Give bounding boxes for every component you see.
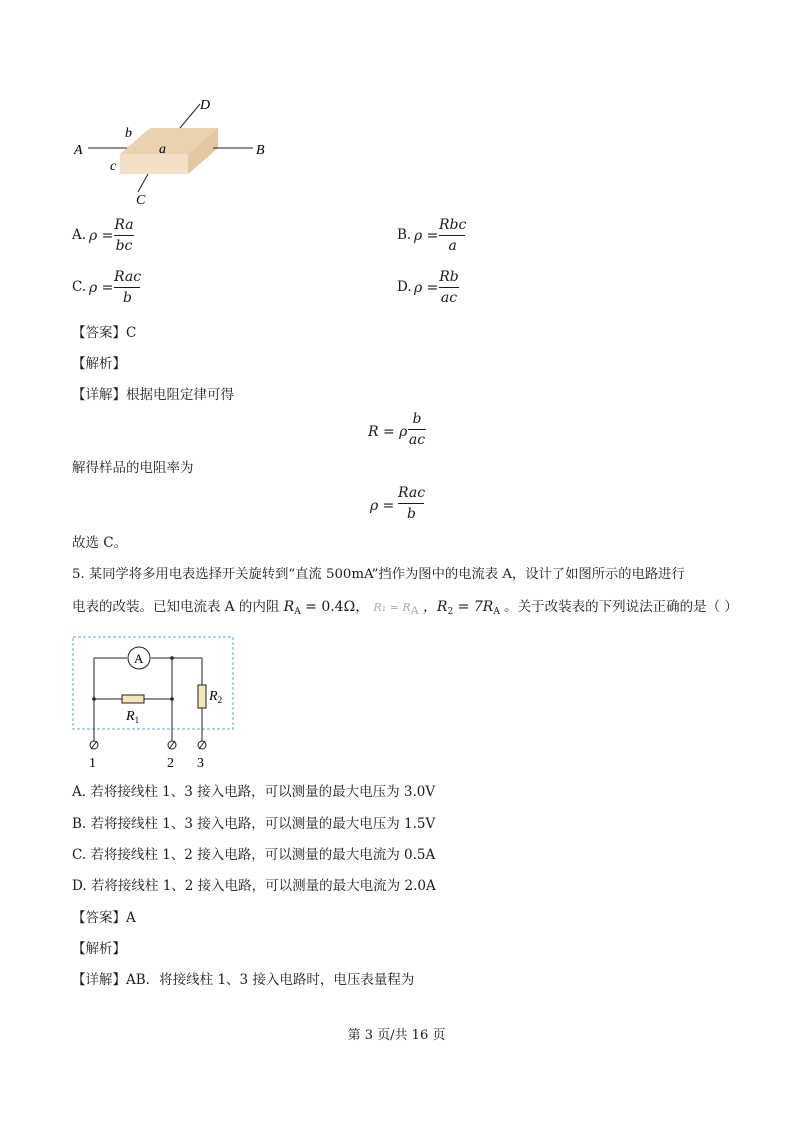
block-front-face — [120, 154, 188, 174]
option-fraction — [439, 270, 459, 305]
formula-fraction — [398, 486, 425, 521]
answer-label: 【答案】 — [72, 325, 126, 341]
ra-symbol: R — [283, 599, 295, 615]
q5-analysis-label: 【解析】 — [72, 941, 126, 957]
terminal-label-2: 2 — [167, 756, 174, 771]
option-letter: B. — [397, 227, 412, 243]
q4-answer-line — [72, 327, 136, 341]
fraction-denominator: b — [123, 290, 133, 306]
q4-conclusion: 故选 C。 — [72, 535, 128, 551]
answer-value: C — [126, 325, 137, 341]
q5-option-c: C. 若将接线柱 1、2 接入电路，可以测量的最大电流为 0.5A — [72, 847, 436, 863]
junction-dot — [92, 697, 96, 701]
circuit-diagram — [72, 636, 237, 771]
detail-text: 根据电阻定律可得 — [126, 387, 234, 403]
resistor-r2 — [198, 685, 206, 708]
option-fraction — [114, 270, 141, 305]
fraction-denominator: ac — [408, 432, 426, 448]
resistor-block-figure — [70, 92, 280, 212]
terminal-label-3: 3 — [197, 756, 204, 771]
answer-value: A — [126, 910, 136, 926]
r2-value-subscript: A — [493, 607, 500, 617]
formula-lhs: R = ρ — [368, 424, 408, 440]
fraction-numerator: Rac — [398, 485, 426, 501]
label-D: D — [200, 98, 211, 113]
r2-symbol: ，R — [422, 599, 448, 615]
stem-question: 。关于改装表的下列说法正确的是（ ） — [504, 599, 738, 615]
fraction-bar — [439, 287, 459, 288]
page-footer: 第 3 页/共 16 页 — [347, 1028, 446, 1043]
stem-text: 电表的改装。已知电流表 A 的内阻 — [72, 599, 280, 615]
detail-text: AB．将接线柱 1、3 接入电路时，电压表量程为 — [126, 972, 415, 988]
formula-fraction — [408, 412, 426, 447]
fraction-denominator: ac — [440, 290, 458, 306]
q5-option-a: A. 若将接线柱 1、3 接入电路，可以测量的最大电压为 3.0V — [72, 784, 436, 800]
option-rho: ρ = — [414, 280, 439, 296]
option-letter: C. — [72, 279, 87, 295]
fraction-bar — [408, 429, 426, 430]
label-a: a — [159, 142, 166, 157]
r1-relation-subscript: A — [410, 604, 419, 617]
fraction-numerator: Ra — [114, 217, 134, 233]
q4-detail-line — [72, 389, 234, 403]
detail-label: 【详解】 — [72, 972, 126, 988]
ammeter-label: A — [134, 651, 144, 666]
option-rho: ρ = — [89, 280, 114, 296]
option-letter: D. — [397, 279, 412, 295]
label-B: B — [256, 143, 265, 158]
label-C: C — [136, 193, 146, 208]
junction-dot — [170, 656, 174, 660]
label-b: b — [125, 126, 132, 141]
fraction-numerator: b — [412, 411, 422, 427]
q5-stem-line2 — [72, 600, 738, 615]
option-fraction — [439, 218, 466, 253]
label-c: c — [110, 159, 117, 174]
option-rho: ρ = — [89, 228, 114, 244]
detail-label: 【详解】 — [72, 387, 126, 403]
fraction-bar — [439, 235, 465, 236]
circuit-dashed-border — [73, 637, 233, 729]
r2-value: = 7R — [453, 599, 494, 615]
r1-label: $R_1$ — [126, 709, 140, 725]
fraction-denominator: b — [407, 506, 417, 522]
fraction-bar — [398, 503, 424, 504]
option-rho: ρ = — [414, 228, 439, 244]
ra-value: = 0.4Ω， — [300, 599, 370, 615]
junction-dot — [170, 697, 174, 701]
r2-label: $R_2$ — [209, 689, 223, 705]
q5-option-b: B. 若将接线柱 1、3 接入电路，可以测量的最大电压为 1.5V — [72, 816, 436, 832]
answer-label: 【答案】 — [72, 910, 126, 926]
q5-answer-line — [72, 912, 136, 926]
fraction-numerator: Rb — [439, 269, 459, 285]
q4-analysis-label: 【解析】 — [72, 356, 126, 372]
fraction-numerator: Rac — [114, 269, 142, 285]
q4-solve-text: 解得样品的电阻率为 — [72, 460, 194, 476]
q5-stem-line1: 5. 某同学将多用电表选择开关旋转到“直流 500mA”挡作为图中的电流表 A，设计了如图所示的电路进行 — [72, 567, 685, 582]
lead-c — [138, 174, 148, 192]
fraction-denominator: bc — [115, 238, 133, 254]
option-letter: A. — [72, 227, 87, 243]
label-A: A — [74, 143, 83, 158]
q5-detail-line — [72, 974, 414, 988]
fraction-numerator: Rbc — [439, 217, 467, 233]
fraction-denominator: a — [448, 238, 457, 254]
lead-d — [180, 104, 200, 128]
fraction-bar — [114, 287, 140, 288]
formula-lhs: ρ = — [370, 498, 395, 514]
ra-subscript: A — [294, 607, 301, 617]
resistor-r1 — [122, 695, 144, 703]
q5-option-d: D. 若将接线柱 1、2 接入电路，可以测量的最大电流为 2.0A — [72, 878, 436, 894]
r2-subscript: 2 — [447, 607, 454, 617]
terminal-label-1: 1 — [89, 756, 96, 771]
fraction-bar — [114, 235, 134, 236]
option-fraction — [114, 218, 134, 253]
r1-relation: R₁ = R — [373, 601, 411, 614]
